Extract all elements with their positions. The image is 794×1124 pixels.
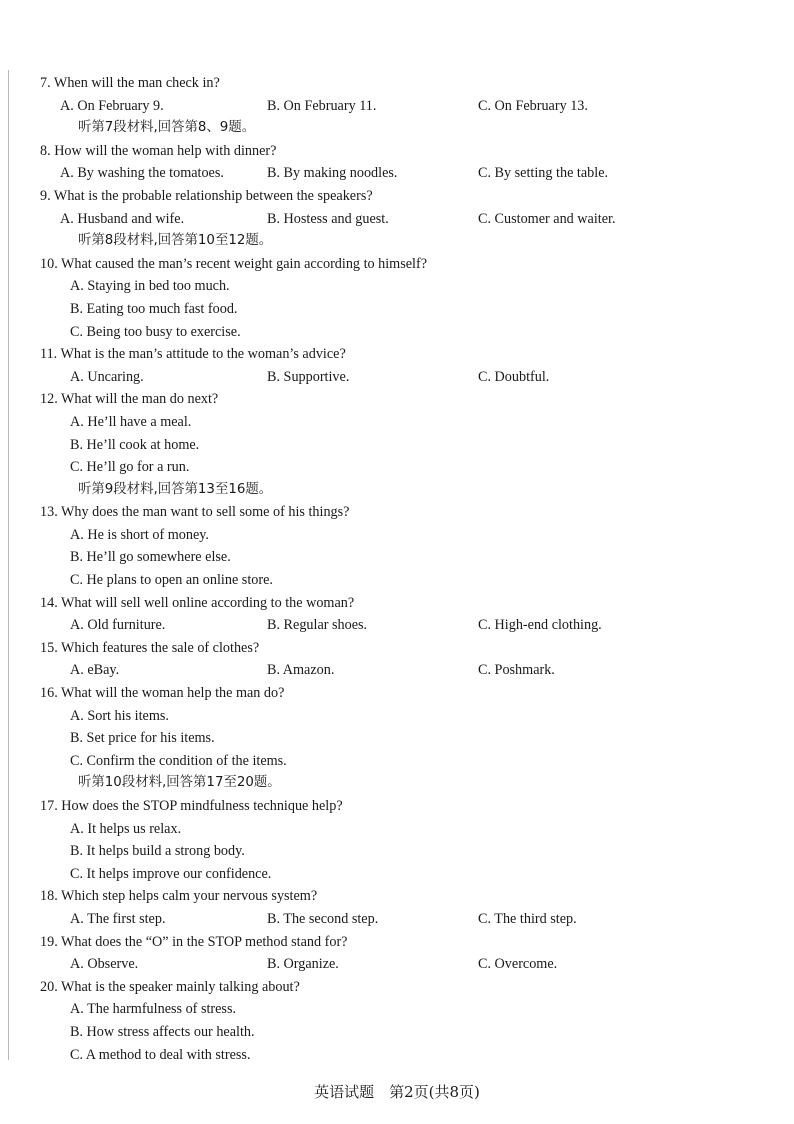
answer-option: B. Supportive. (267, 368, 350, 385)
question-text: 20. What is the speaker mainly talking about? (40, 978, 300, 995)
answer-option: B. How stress affects our health. (70, 1023, 255, 1040)
answer-option: C. The third step. (478, 910, 577, 927)
answer-option: C. It helps improve our confidence. (70, 865, 272, 882)
answer-option: A. Staying in bed too much. (70, 278, 230, 295)
answer-option: B. On February 11. (267, 97, 377, 114)
answer-options-row (40, 366, 760, 389)
answer-option: B. Regular shoes. (267, 617, 368, 634)
question-list (40, 72, 760, 1066)
answer-option: B. Amazon. (267, 662, 335, 679)
question-text: 8. How will the woman help with dinner? (40, 142, 277, 159)
answer-option: A. By washing the tomatoes. (60, 165, 224, 182)
answer-options-row (40, 659, 760, 682)
answer-option: A. On February 9. (60, 97, 164, 114)
page-margin-line (8, 70, 9, 1060)
question-block (40, 388, 760, 478)
answer-option: A. eBay. (70, 662, 120, 679)
question-text: 17. How does the STOP mindfulness technique help? (40, 798, 343, 814)
answer-option: B. Set price for his items. (70, 730, 215, 747)
question-block (40, 253, 760, 343)
section-instruction: 听第8段材料,回答第10至12题。 (78, 233, 273, 249)
question-text: 19. What does the “O” in the STOP method stand for? (40, 933, 348, 950)
answer-options-row (40, 162, 760, 185)
question-block (40, 637, 760, 682)
answer-option: C. Doubtful. (478, 368, 550, 385)
answer-option: A. The harmfulness of stress. (70, 1001, 237, 1018)
answer-option: A. Husband and wife. (60, 210, 185, 227)
answer-option: C. By setting the table. (478, 165, 609, 182)
answer-option: A. Observe. (70, 956, 139, 973)
answer-options-row (40, 953, 760, 976)
question-block (40, 140, 760, 185)
answer-option: C. Customer and waiter. (478, 210, 616, 227)
question-text: 13. Why does the man want to sell some of his things? (40, 504, 350, 521)
section-instruction: 听第7段材料,回答第8、9题。 (78, 120, 256, 136)
answer-option: B. By making noodles. (267, 165, 398, 182)
answer-option: A. He’ll have a meal. (70, 413, 192, 430)
question-block (40, 885, 760, 930)
answer-options-row (40, 95, 760, 118)
question-text: 11. What is the man’s attitude to the woman’s advice? (40, 346, 346, 363)
question-block (40, 592, 760, 637)
answer-option: C. Confirm the condition of the items. (70, 752, 287, 769)
section-instruction: 听第9段材料,回答第13至16题。 (78, 481, 273, 497)
answer-option: C. Being too busy to exercise. (70, 323, 241, 340)
answer-option: C. Poshmark. (478, 662, 555, 679)
answer-option: A. Old furniture. (70, 617, 166, 634)
answer-option: C. Overcome. (478, 956, 558, 973)
answer-option: B. He’ll go somewhere else. (70, 549, 231, 566)
question-text: 10. What caused the man’s recent weight gain according to himself? (40, 255, 428, 272)
answer-option: C. On February 13. (478, 97, 588, 114)
question-text: 12. What will the man do next? (40, 391, 219, 408)
section-instruction: 听第10段材料,回答第17至20题。 (78, 775, 281, 791)
question-text: 14. What will sell well online according to the woman? (40, 594, 355, 611)
question-text: 9. What is the probable relationship between the speakers? (40, 187, 373, 204)
question-block (40, 343, 760, 388)
answer-option: C. High-end clothing. (478, 617, 602, 634)
answer-option: B. Eating too much fast food. (70, 300, 238, 317)
answer-options-row (40, 208, 760, 231)
answer-option: B. Hostess and guest. (267, 210, 389, 227)
answer-option: A. He is short of money. (70, 526, 209, 543)
answer-options-row (40, 614, 760, 637)
page-footer: 英语试题 第2页(共8页) (314, 1083, 480, 1101)
answer-options-row (40, 908, 760, 931)
question-text: 7. When will the man check in? (40, 75, 220, 91)
question-block (40, 501, 760, 591)
question-text: 16. What will the woman help the man do? (40, 685, 285, 702)
answer-option: C. He plans to open an online store. (70, 572, 273, 589)
answer-option: B. The second step. (267, 910, 379, 927)
answer-option: C. A method to deal with stress. (70, 1046, 251, 1063)
answer-option: B. He’ll cook at home. (70, 436, 200, 453)
question-block (40, 795, 760, 885)
answer-option: A. It helps us relax. (70, 820, 182, 837)
answer-option: A. Sort his items. (70, 707, 169, 724)
question-block (40, 185, 760, 230)
answer-option: A. The first step. (70, 910, 166, 927)
question-block (40, 976, 760, 1066)
question-text: 18. Which step helps calm your nervous system? (40, 888, 318, 905)
question-block (40, 72, 760, 117)
question-block (40, 682, 760, 772)
answer-option: B. Organize. (267, 956, 339, 973)
question-block (40, 931, 760, 976)
answer-option: B. It helps build a strong body. (70, 843, 245, 860)
answer-option: A. Uncaring. (70, 368, 144, 385)
question-text: 15. Which features the sale of clothes? (40, 639, 260, 656)
answer-option: C. He’ll go for a run. (70, 459, 190, 476)
